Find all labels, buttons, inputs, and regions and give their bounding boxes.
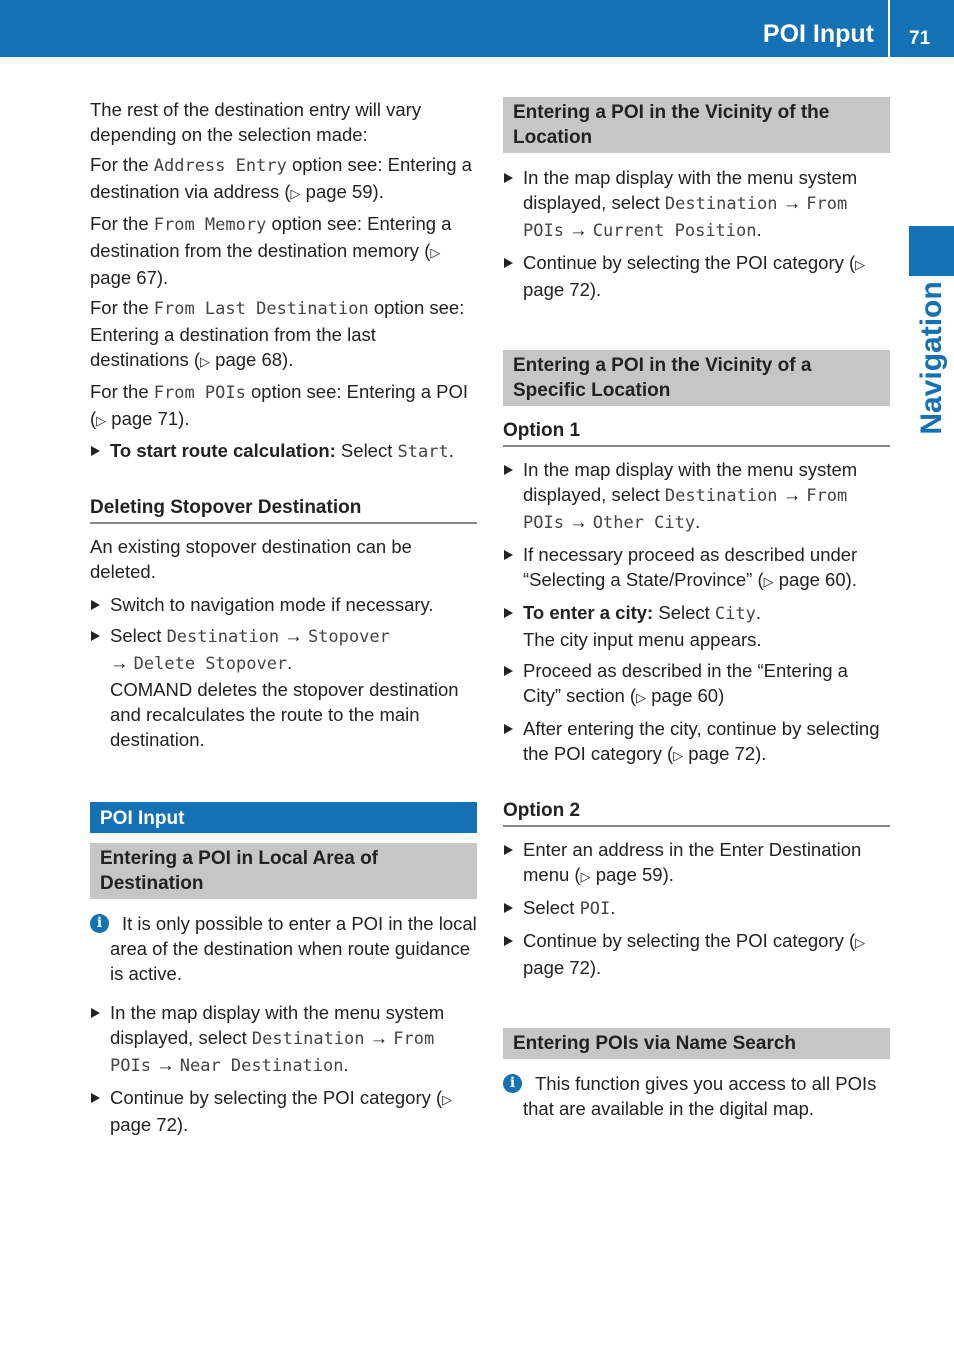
menu-code: From Last Destination	[153, 299, 369, 319]
page-ref-icon: ▷	[636, 690, 647, 705]
side-tab-marker	[909, 226, 954, 276]
menu-code: Other City	[592, 513, 696, 533]
menu-code: POI	[579, 899, 611, 919]
page-ref-icon: ▷	[673, 748, 684, 763]
menu-code: From POIs	[110, 1029, 435, 1076]
menu-code: Destination	[251, 1029, 365, 1049]
bullet-enter-city: To enter a city: Select City. The city input menu appears.	[503, 600, 890, 652]
bullet-triangle-icon	[91, 446, 100, 456]
section-title: POI Input	[762, 20, 874, 48]
menu-code: Address Entry	[153, 156, 287, 176]
option-from-last-destination: For the From Last Destination option see: Entering a destination from the last destinations (▷ page 68).	[90, 297, 465, 370]
menu-code: From Memory	[153, 215, 267, 235]
bullet-triangle-icon	[91, 1008, 100, 1018]
bullet-after-city: After entering the city, continue by selecting the POI category (▷ page 72).	[503, 716, 890, 768]
heading-poi-vicinity-location: Entering a POI in the Vicinity of the Location	[503, 97, 890, 153]
page-ref-icon: ▷	[96, 413, 107, 428]
bullet-other-city: In the map display with the menu system displayed, select Destination → From POIs → Other City.	[503, 457, 890, 536]
bullet-state-province: If necessary proceed as described under “Selecting a State/Province” (▷ page 60).	[503, 542, 890, 594]
menu-code: Start	[397, 442, 449, 462]
bullet-triangle-icon	[504, 903, 513, 913]
menu-code: From POIs	[153, 383, 246, 403]
left-column	[90, 97, 477, 1143]
city-result: The city input menu appears.	[523, 629, 762, 650]
bullet-delete-stopover: Select Destination → Stopover → Delete Stopover. COMAND deletes the stopover destination and recalculates the route to the main destination.	[90, 623, 477, 752]
bullet-triangle-icon	[504, 608, 513, 618]
menu-code: Near Destination	[179, 1056, 344, 1076]
menu-code: From POIs	[523, 194, 848, 241]
option-from-memory: For the From Memory option see: Entering a destination from the destination memory (▷ page 67).	[90, 213, 452, 288]
info-local-area: i It is only possible to enter a POI in the local area of the destination when route guidance is active.	[90, 911, 477, 986]
menu-code: Destination	[664, 194, 778, 214]
page-ref-icon: ▷	[580, 869, 591, 884]
bullet-triangle-icon	[91, 600, 100, 610]
bullet-triangle-icon	[91, 631, 100, 641]
option-from-pois: For the From POIs option see: Entering a POI (▷ page 71).	[90, 381, 469, 429]
bullet-triangle-icon	[504, 465, 513, 475]
bullet-select-poi-category: Continue by selecting the POI category (▷ page 72).	[503, 250, 890, 302]
menu-code: Current Position	[592, 221, 757, 241]
menu-code: Stopover	[307, 627, 390, 647]
heading-option-1: Option 1	[503, 418, 890, 447]
info-icon: i	[90, 914, 109, 933]
info-icon: i	[503, 1074, 522, 1093]
intro-text: The rest of the destination entry will vary depending on the selection made:	[90, 99, 422, 145]
page-ref-icon: ▷	[855, 257, 866, 272]
bullet-current-position: In the map display with the menu system displayed, select Destination → From POIs → Current Position.	[503, 165, 890, 244]
bullet-switch-navigation: Switch to navigation mode if necessary.	[90, 592, 477, 617]
bullet-triangle-icon	[504, 550, 513, 560]
stopover-result: COMAND deletes the stopover destination and recalculates the route to the main destination.	[110, 679, 459, 750]
bullet-enter-address: Enter an address in the Enter Destination menu (▷ page 59).	[503, 837, 890, 889]
heading-poi-local-area: Entering a POI in Local Area of Destination	[90, 843, 477, 899]
page-ref-icon: ▷	[855, 935, 866, 950]
page-ref-icon: ▷	[200, 354, 211, 369]
header-divider	[888, 0, 890, 57]
heading-deleting-stopover: Deleting Stopover Destination	[90, 495, 477, 524]
bullet-triangle-icon	[504, 173, 513, 183]
bullet-triangle-icon	[504, 258, 513, 268]
bullet-triangle-icon	[504, 724, 513, 734]
bullet-start-route: To start route calculation: Select Start.	[90, 438, 477, 465]
heading-option-2: Option 2	[503, 798, 890, 827]
page-header-bar	[0, 0, 954, 57]
bullet-triangle-icon	[504, 936, 513, 946]
bullet-triangle-icon	[504, 845, 513, 855]
side-tab-label: Navigation	[915, 281, 948, 435]
bullet-triangle-icon	[91, 1093, 100, 1103]
bullet-select-poi-category: Continue by selecting the POI category (▷ page 72).	[503, 928, 890, 980]
bullet-select-poi-category: Continue by selecting the POI category (▷ page 72).	[90, 1085, 477, 1137]
menu-code: Destination	[664, 486, 778, 506]
bullet-triangle-icon	[504, 666, 513, 676]
heading-poi-input: POI Input	[90, 802, 477, 833]
page-ref-icon: ▷	[290, 186, 301, 201]
bullet-near-destination: In the map display with the menu system displayed, select Destination → From POIs → Near Destination.	[90, 1000, 477, 1079]
menu-code: Destination	[166, 627, 280, 647]
right-column	[503, 97, 890, 1127]
page-ref-icon: ▷	[442, 1092, 453, 1107]
menu-code: From POIs	[523, 486, 848, 533]
info-name-search: i This function gives you access to all POIs that are available in the digital map.	[503, 1071, 890, 1121]
heading-poi-vicinity-specific: Entering a POI in the Vicinity of a Specific Location	[503, 350, 890, 406]
page-ref-icon: ▷	[430, 245, 441, 260]
page-ref-icon: ▷	[763, 574, 774, 589]
option-address-entry: For the Address Entry option see: Entering a destination via address (▷ page 59).	[90, 154, 472, 202]
bullet-select-poi: Select POI.	[503, 895, 890, 922]
menu-code: City	[714, 604, 756, 624]
menu-code: Delete Stopover	[133, 654, 288, 674]
heading-poi-name-search: Entering POIs via Name Search	[503, 1028, 890, 1059]
page-number: 71	[909, 28, 931, 49]
bullet-entering-city-section: Proceed as described in the “Entering a City” section (▷ page 60)	[503, 658, 890, 710]
stopover-intro: An existing stopover destination can be deleted.	[90, 536, 412, 582]
